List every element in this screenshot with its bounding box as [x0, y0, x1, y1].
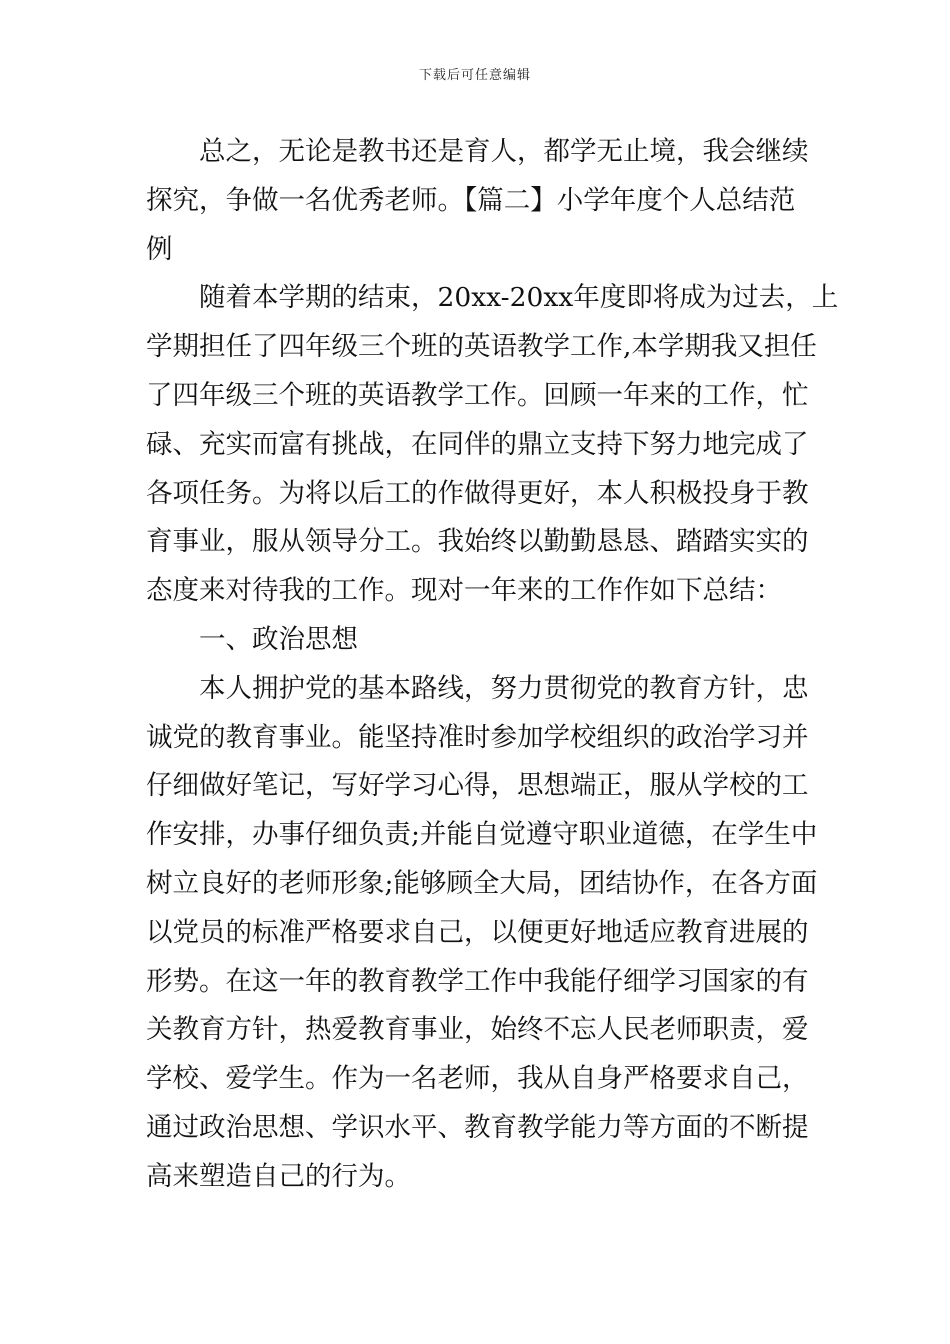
section-heading: 一、政治思想 — [199, 623, 358, 655]
paragraph-line: 了四年级三个班的英语教学工作。回顾一年来的工作，忙 — [146, 379, 809, 411]
document-body — [146, 128, 839, 1202]
paragraph-line: 例 — [146, 233, 173, 265]
paragraph-line: 仔细做好笔记，写好学习心得，思想端正，服从学校的工 — [146, 770, 809, 802]
paragraph-line: 诚党的教育事业。能坚持准时参加学校组织的政治学习并 — [146, 721, 809, 753]
paragraph-line: 随着本学期的结束，20xx-20xx年度即将成为过去，上 — [199, 282, 839, 314]
paragraph-line: 通过政治思想、学识水平、教育教学能力等方面的不断提 — [146, 1111, 809, 1143]
header-note: 下载后可任意编辑 — [418, 68, 531, 83]
paragraph-line: 本人拥护党的基本路线，努力贯彻党的教育方针，忠 — [199, 672, 809, 704]
paragraph-line: 树立良好的老师形象;能够顾全大局，团结协作，在各方面 — [146, 867, 818, 899]
paragraph-line: 以党员的标准严格要求自己，以便更好地适应教育进展的 — [146, 916, 809, 948]
paragraph-line: 探究，争做一名优秀老师。【篇二】小学年度个人总结范 — [146, 184, 796, 216]
paragraph-line: 各项任务。为将以后工的作做得更好，本人积极投身于教 — [146, 477, 809, 509]
paragraph-line: 作安排，办事仔细负责;并能自觉遵守职业道德，在学生中 — [146, 819, 818, 851]
paragraph-line: 高来塑造自己的行为。 — [146, 1160, 411, 1192]
paragraph-line: 总之，无论是教书还是育人，都学无止境，我会继续 — [199, 136, 809, 167]
paragraph-line: 学期担任了四年级三个班的英语教学工作,本学期我又担任 — [146, 331, 817, 363]
paragraph-line: 育事业，服从领导分工。我始终以勤勤恳恳、踏踏实实的 — [146, 526, 809, 558]
paragraph-line: 关教育方针，热爱教育事业，始终不忘人民老师职责，爱 — [146, 1014, 809, 1046]
paragraph-line: 碌、充实而富有挑战，在同伴的鼎立支持下努力地完成了 — [146, 428, 809, 460]
paragraph-line: 学校、爱学生。作为一名老师，我从自身严格要求自己， — [146, 1063, 809, 1095]
paragraph-line: 形势。在这一年的教育教学工作中我能仔细学习国家的有 — [146, 965, 809, 997]
paragraph-line: 态度来对待我的工作。现对一年来的工作作如下总结： — [146, 575, 782, 607]
